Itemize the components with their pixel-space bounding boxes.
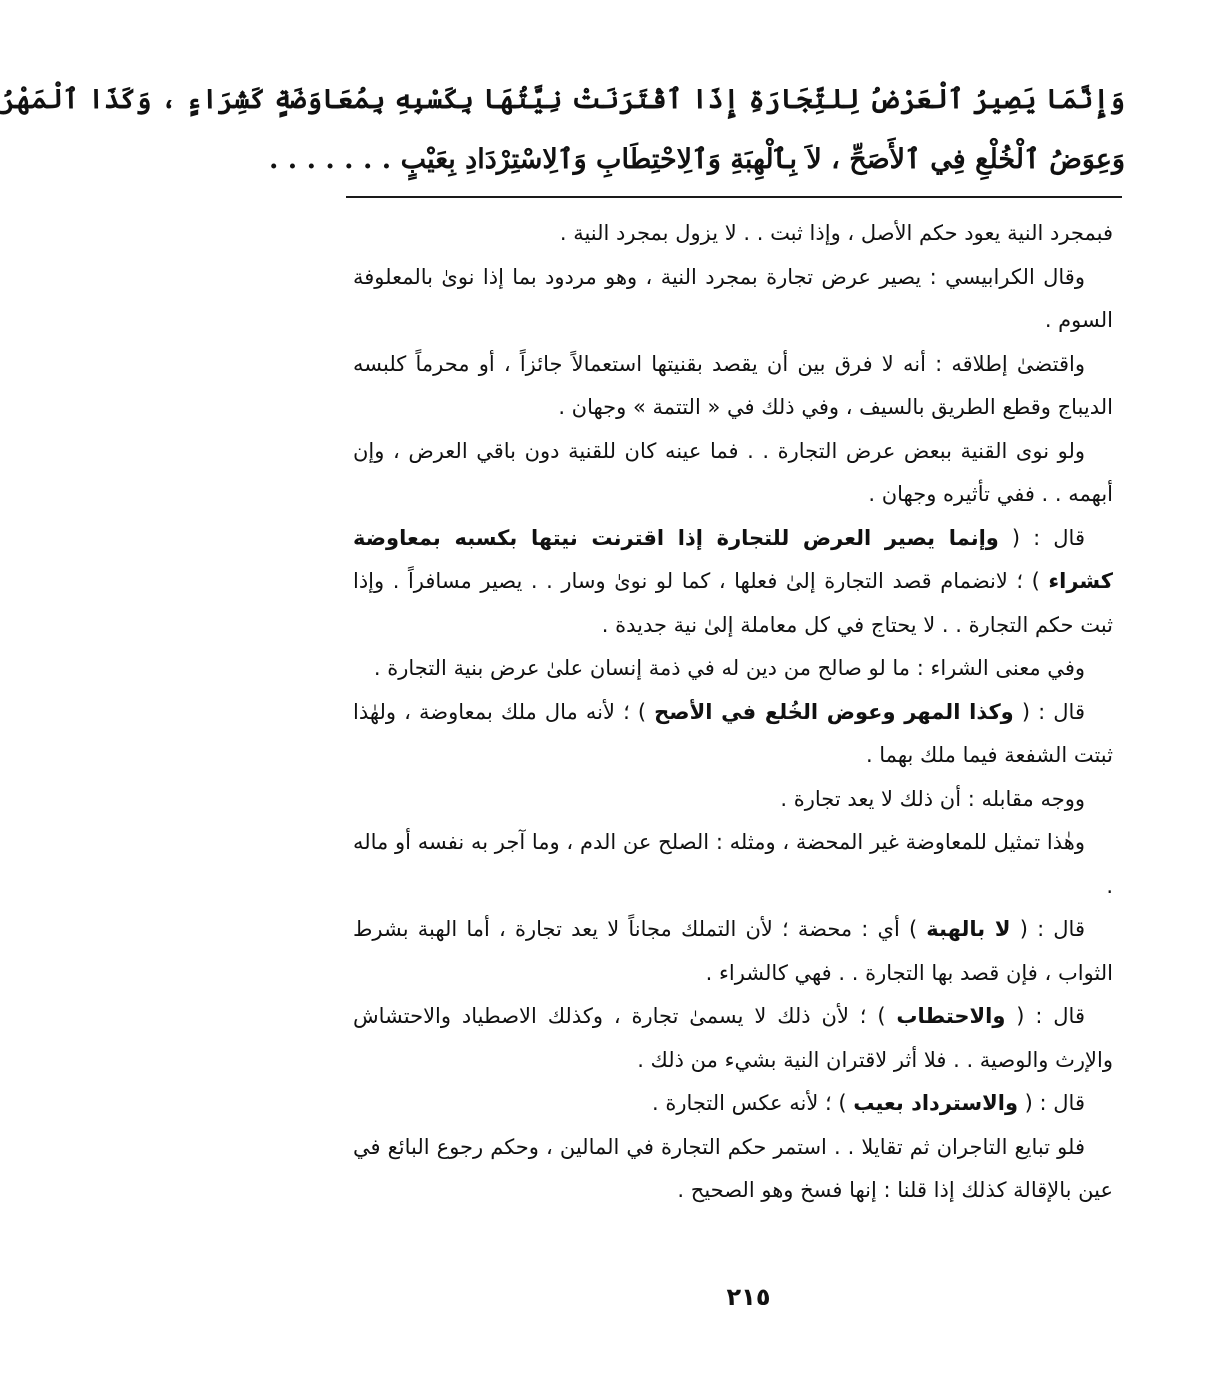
- commentary-text: ) أي : محضة ؛ لأن التملك مجاناً لا يعد تجارة ، أما الهبة بشرط الثواب ، فإن قصد بها التجارة . . فهي كالشراء .: [353, 917, 1113, 985]
- main-text-block: [0, 70, 1125, 190]
- commentary-paragraph: [353, 908, 1113, 995]
- commentary-paragraph: وهٰذا تمثيل للمعاوضة غير المحضة ، ومثله : الصلح عن الدم ، وما آجر به نفسه أو ماله .: [353, 830, 1113, 898]
- commentary-text: ) ؛ لأن ذلك لا يسمىٰ تجارة ، وكذلك الاصطياد والاحتشاش والإرث والوصية . . فلا أثر لاقتران النية بشيء من ذلك .: [353, 1004, 1113, 1072]
- main-text-line: وَعِوَضُ ٱلْخُلْعِ فِي ٱلأَصَحِّ ، لاَ بِٱلْهِبَةِ وَٱلِاحْتِطَابِ وَٱلِاسْتِرْدَادِ بِعَيْبٍ . . . . . . .: [268, 144, 1125, 175]
- quote-intro: قال : (: [1013, 699, 1085, 724]
- commentary-paragraph: وفي معنى الشراء : ما لو صالح من دين له في ذمة إنسان علىٰ عرض بنية التجارة .: [373, 656, 1085, 680]
- commentary-text: ) ؛ لانضمام قصد التجارة إلىٰ فعلها ، كما لو نوىٰ وسار . . يصير مسافراً . وإذا ثبت حكم التجارة . . لا يحتاج في كل معاملة إلىٰ نية جديدة .: [353, 569, 1113, 637]
- quoted-text: وإنما يصير العرض للتجارة إذا اقترنت نيتها بكسبه بمعاوضة كشراء: [353, 525, 1113, 593]
- main-text-line: وَإِنَّمَا يَصِيرُ ٱلْعَرْضُ لِلتِّجَارَةِ إِذَا ٱقْتَرَنَتْ نِيَّتُهَا بِكَسْبِهِ بِمُعَاوَضَةٍ كَشِرَاءٍ ، وَكَذَا ٱلْمَهْرُ: [0, 84, 1125, 115]
- commentary-paragraph: ولو نوى القنية ببعض عرض التجارة . . فما عينه كان للقنية دون باقي العرض ، وإن أبهمه . . ففي تأثيره وجهان .: [353, 438, 1113, 506]
- commentary-paragraph: ووجه مقابله : أن ذلك لا يعد تجارة .: [780, 786, 1085, 811]
- commentary-paragraph: فبمجرد النية يعود حكم الأصل ، وإذا ثبت . . لا يزول بمجرد النية .: [559, 221, 1113, 245]
- quoted-text: وكذا المهر وعوض الخُلع في الأصح: [654, 699, 1014, 724]
- page-number: ٢١٥: [726, 1283, 771, 1311]
- quote-intro: قال : (: [1010, 917, 1085, 941]
- quote-intro: قال : (: [1018, 1091, 1085, 1115]
- quoted-text: والاسترداد بعيب: [853, 1091, 1018, 1115]
- commentary-paragraph: [353, 517, 1113, 648]
- quoted-text: والاحتطاب: [896, 1004, 1006, 1028]
- quote-intro: قال : (: [1005, 1004, 1085, 1028]
- commentary-paragraph: [353, 995, 1113, 1082]
- commentary-text: ) ؛ لأنه مال ملك بمعاوضة ، ولهٰذا ثبتت الشفعة فيما ملك بهما .: [353, 699, 1113, 767]
- commentary-paragraph: [353, 691, 1113, 778]
- commentary-paragraph: وقال الكرابيسي : يصير عرض تجارة بمجرد النية ، وهو مردود بما إذا نوىٰ بالمعلوفة السوم .: [353, 264, 1113, 332]
- commentary-paragraph: واقتضىٰ إطلاقه : أنه لا فرق بين أن يقصد بقنيتها استعمالاً جائزاً ، أو محرماً كلبسه الديباج وقطع الطريق بالسيف ، وفي ذلك في « التتمة » وجهان .: [353, 351, 1113, 419]
- quoted-text: لا بالهبة: [926, 917, 1011, 941]
- commentary-text: ) ؛ لأنه عكس التجارة .: [651, 1091, 854, 1115]
- quote-intro: قال : (: [998, 525, 1085, 550]
- separator-line: [346, 196, 1122, 198]
- commentary-block: [353, 212, 1113, 1213]
- commentary-paragraph: [353, 1082, 1113, 1126]
- commentary-paragraph: فلو تبايع التاجران ثم تقايلا . . استمر حكم التجارة في المالين ، وحكم رجوع البائع في عين بالإقالة كذلك إذا قلنا : إنها فسخ وهو الصحيح .: [353, 1134, 1113, 1202]
